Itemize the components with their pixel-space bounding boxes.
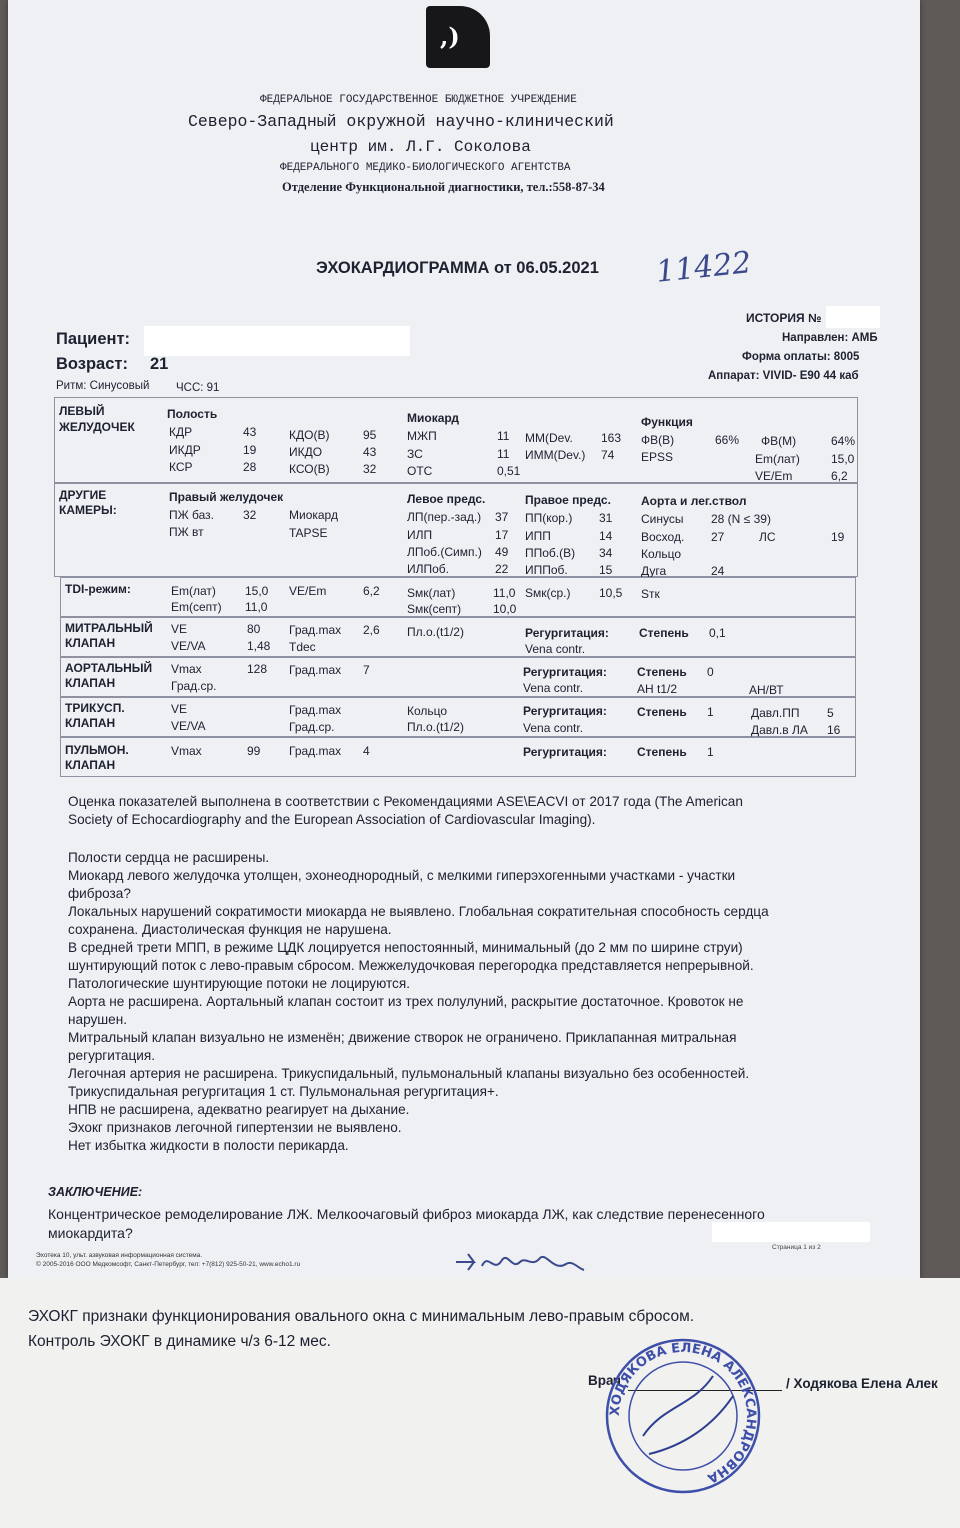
kso-label: КСО(В) <box>289 462 330 476</box>
tricuspid-section <box>60 697 856 737</box>
mitral-title-2: КЛАПАН <box>65 636 116 650</box>
page-number: Страница 1 из 2 <box>772 1244 821 1251</box>
doctor-label: Врач <box>588 1373 622 1388</box>
pp-label: ПП(кор.) <box>525 511 573 525</box>
pp-value: 31 <box>599 511 613 525</box>
mitral-title: МИТРАЛЬНЫЙ <box>65 621 153 635</box>
tdi-section <box>60 577 856 617</box>
history-redaction <box>826 306 880 328</box>
tricusp-ve-label: VE <box>171 702 188 716</box>
ls-label: ЛС <box>759 530 776 544</box>
conclusion-line-1: Концентрическое ремоделирование ЛЖ. Мелкоочаговый фиброз миокарда ЛЖ, как следствие перенесенного <box>48 1206 765 1222</box>
tricusp-ring-label: Кольцо <box>407 704 448 718</box>
tdi-smsr-value: 10,5 <box>599 586 623 600</box>
mitral-grad-value: 2,6 <box>363 623 380 637</box>
kso-value: 32 <box>363 462 377 476</box>
vosh-value: 27 <box>711 530 725 544</box>
aorta-title: Аорта и лег.ствол <box>641 494 747 508</box>
mitral-reg-label: Регургитация: <box>525 626 609 640</box>
tdi-emsept-value: 11,0 <box>245 600 268 614</box>
zs-value: 11 <box>497 447 510 461</box>
header-line-2: Северо-Западный окружной научно-клинический <box>188 112 614 131</box>
ilpob-label: ИЛПоб. <box>407 562 450 576</box>
pulm-grad-value: 4 <box>363 744 370 758</box>
patient-name-redaction <box>144 326 410 356</box>
lv-title-2: ЖЕЛУДОЧЕК <box>59 420 135 434</box>
tdi-title: TDI-режим: <box>65 582 131 596</box>
other-title-2: КАМЕРЫ: <box>59 503 117 517</box>
veem-label: VE/Em <box>755 469 793 483</box>
mitral-section <box>60 617 856 657</box>
report-title: ЭХОКАРДИОГРАММА от 06.05.2021 <box>316 259 599 277</box>
tdi-stk-label: Sтк <box>641 587 660 601</box>
header-line-5: Отделение Функциональной диагностики, тел.:558-87-34 <box>282 180 605 194</box>
tricusp-dla-label: Давл.в ЛА <box>751 723 808 737</box>
tricusp-dpp-label: Давл.ПП <box>751 706 800 720</box>
ots-label: ОТС <box>407 464 433 478</box>
pulm-title-2: КЛАПАН <box>65 758 116 772</box>
doctor-stamp <box>603 1336 763 1496</box>
age-value: 21 <box>150 355 169 373</box>
pulm-reg-label: Регургитация: <box>523 745 607 759</box>
rv-title: Правый желудочек <box>169 490 284 504</box>
tricusp-title-2: КЛАПАН <box>65 716 116 730</box>
mm-value: 163 <box>601 431 622 445</box>
finding-line: Эхокг признаков легочной гипертензии не выявлено. <box>68 1120 402 1135</box>
mm-label: ММ(Dev. <box>525 431 573 445</box>
header-line-1: ФЕДЕРАЛЬНОЕ ГОСУДАРСТВЕННОЕ БЮДЖЕТНОЕ УЧРЕЖДЕНИЕ <box>260 94 577 106</box>
kdo-value: 95 <box>363 428 377 442</box>
rv-myocard: Миокард <box>289 508 338 522</box>
lpob-label: ЛПоб.(Симп.) <box>407 545 482 559</box>
conclusion-line-2: миокардита? <box>48 1225 133 1241</box>
ppob-label: ППоб.(В) <box>525 546 576 560</box>
finding-line: регургитация. <box>68 1048 155 1063</box>
mitral-tdec-label: Tdec <box>289 640 316 654</box>
fvm-value: 64% <box>831 434 856 448</box>
tricusp-plo-label: Пл.о.(t1/2) <box>407 720 464 734</box>
sinus-value: 28 (N ≤ 39) <box>711 512 771 526</box>
pulm-vmax-label: Vmax <box>171 744 202 758</box>
lv-myocard: Миокард <box>407 411 460 425</box>
finding-line: Локальных нарушений сократимости миокарда не выявлено. Глобальная сократительная способность сердца <box>68 904 769 919</box>
aortic-section <box>60 657 856 697</box>
tdi-smsept-value: 10,0 <box>493 602 517 616</box>
aortic-vena-label: Vena contr. <box>523 681 584 695</box>
finding-line: Трикуспидальная регургитация 1 ст. Пульмональная регургитация+. <box>68 1084 499 1099</box>
tricusp-dla-value: 16 <box>827 723 841 737</box>
finding-line: сохранена. Диастолическая функция не нарушена. <box>68 922 392 937</box>
mitral-vena-label: Vena contr. <box>525 642 586 656</box>
fvm-label: ФВ(М) <box>761 434 797 448</box>
imm-value: 74 <box>601 448 615 462</box>
finding-line: Аорта не расширена. Аортальный клапан состоит из трех полулуний, раскрытие достаточное. Кровоток не <box>68 994 744 1009</box>
finding-line: нарушен. <box>68 1012 128 1027</box>
tricusp-gradsr-label: Град.ср. <box>289 720 335 734</box>
sinus-label: Синусы <box>641 512 684 526</box>
pulm-grad-label: Град.max <box>289 744 342 758</box>
tricusp-reg-label: Регургитация: <box>523 704 607 718</box>
ipp-value: 14 <box>599 529 613 543</box>
lv-cavity: Полость <box>167 407 218 421</box>
stamp-text: ХОДЯКОВА ЕЛЕНА АЛЕКСАНДРОВНА <box>607 1340 759 1486</box>
tdi-veem-value: 6,2 <box>363 584 380 598</box>
tricusp-vena-label: Vena contr. <box>523 721 584 735</box>
ikdr-value: 19 <box>243 443 257 457</box>
veem-value: 6,2 <box>831 469 848 483</box>
lpob-value: 49 <box>495 545 509 559</box>
tricusp-title: ТРИКУСП. <box>65 701 125 715</box>
tdi-emlat-value: 15,0 <box>245 584 269 598</box>
finding-line: НПВ не расширена, адекватно реагирует на дыхание. <box>68 1102 410 1117</box>
arch-value: 24 <box>711 564 725 578</box>
ippob-label: ИППоб. <box>525 563 568 577</box>
finding-line: Полости сердца не расширены. <box>68 850 270 865</box>
epss-label: EPSS <box>641 450 674 464</box>
lp-value: 37 <box>495 510 509 524</box>
aortic-vmax-value: 128 <box>247 662 268 676</box>
mzhp-value: 11 <box>497 429 510 443</box>
header-line-3: центр им. Л.Г. Соколова <box>310 138 531 156</box>
mitral-veva-label: VE/VA <box>171 639 206 653</box>
fv-value: 66% <box>715 433 740 447</box>
pulm-vmax-value: 99 <box>247 744 261 758</box>
tdi-smsr-label: Sмк(ср.) <box>525 586 571 600</box>
page2-line-1: ЭХОКГ признаки функционирования овального окна с минимальным лево-правым сбросом. <box>28 1308 695 1325</box>
finding-line: Миокард левого желудочка утолщен, эхонеоднородный, с мелкими гиперэхогенными участками - участки <box>68 868 736 883</box>
finding-line: В средней трети МПП, в режиме ЦДК лоцируется непостоянный, минимальный (до 2 мм по ширине струи) <box>68 940 743 955</box>
mitral-veva-value: 1,48 <box>247 639 271 653</box>
ikdo-label: ИКДО <box>289 445 323 459</box>
aortic-vmax-label: Vmax <box>171 662 202 676</box>
pzh-vt-label: ПЖ вт <box>169 525 204 539</box>
patient-label: Пациент: <box>56 330 131 348</box>
finding-line: Легочная артерия не расширена. Трикуспидальный, пульмональный клапаны визуально без особенностей. <box>68 1066 750 1081</box>
ots-value: 0,51 <box>497 464 521 478</box>
aortic-grad-value: 7 <box>363 663 370 677</box>
device: Аппарат: VIVID- E90 44 каб <box>708 370 859 382</box>
ppob-value: 34 <box>599 546 613 560</box>
pzh-baz-value: 32 <box>243 508 257 522</box>
kdr-value: 43 <box>243 425 257 439</box>
pulm-degree-value: 1 <box>707 745 714 759</box>
page2-line-2: Контроль ЭХОКГ в динамике ч/з 6-12 мес. <box>28 1333 331 1350</box>
ra-title: Правое предс. <box>525 493 611 507</box>
finding-line: Митральный клапан визуально не изменён; движение створок не ограничено. Приклапанная митральная <box>68 1030 737 1045</box>
pzh-baz-label: ПЖ баз. <box>169 508 215 522</box>
finding-line: шунтирующий поток с лево-правым сбросом. Межжелудочковая перегородка представляется непрерывной. <box>68 958 754 973</box>
tricusp-grad-label: Град.max <box>289 703 342 717</box>
ls-value: 19 <box>831 530 845 544</box>
footer-line-1: Эхотека 10, ульт. азвуковая информационная система. <box>36 1252 203 1259</box>
tdi-smlat-value: 11,0 <box>493 586 516 600</box>
ilp-label: ИЛП <box>407 528 433 542</box>
mitral-grad-label: Град.max <box>289 623 342 637</box>
aortic-degree-value: 0 <box>707 665 714 679</box>
payment: Форма оплаты: 8005 <box>742 351 860 363</box>
mitral-plo-label: Пл.о.(t1/2) <box>407 625 464 639</box>
doctor-name: / Ходякова Елена Алек <box>786 1376 938 1391</box>
heart-rate: ЧСС: 91 <box>176 382 220 394</box>
lv-function: Функция <box>641 415 693 429</box>
tdi-smsept-label: Sмк(септ) <box>407 602 462 616</box>
conclusion-label: ЗАКЛЮЧЕНИЕ: <box>48 1185 143 1199</box>
emlat-label: Em(лат) <box>755 452 800 466</box>
ilp-value: 17 <box>495 528 509 542</box>
tricusp-veva-label: VE/VA <box>171 719 206 733</box>
mitral-degree-value: 0,1 <box>709 626 726 640</box>
ipp-label: ИПП <box>525 529 551 543</box>
rhythm: Ритм: Синусовый <box>56 380 150 392</box>
mitral-ve-value: 80 <box>247 622 261 636</box>
imm-label: ИММ(Dev.) <box>525 448 586 462</box>
aortic-title: АОРТАЛЬНЫЙ <box>65 661 153 675</box>
finding-line: Нет избытка жидкости в полости перикарда. <box>68 1138 349 1153</box>
clinic-logo: ,) <box>426 6 490 68</box>
pulm-degree-label: Степень <box>637 745 687 759</box>
handwritten-number: 11422 <box>654 245 754 290</box>
finding-line: Патологические шунтирующие потоки не лоцируются. <box>68 976 410 991</box>
age-label: Возраст: <box>56 355 128 373</box>
header-line-4: ФЕДЕРАЛЬНОГО МЕДИКО-БИОЛОГИЧЕСКОГО АГЕНТСТВА <box>280 162 571 174</box>
tricusp-degree-label: Степень <box>637 705 687 719</box>
ippob-value: 15 <box>599 563 613 577</box>
aortic-reg-label: Регургитация: <box>523 665 607 679</box>
tapse-label: TAPSE <box>289 526 328 540</box>
lp-label: ЛП(пер.-зад.) <box>407 510 482 524</box>
assessment-line-1: Оценка показателей выполнена в соответствии с Рекомендациями ASE\EACVI от 2017 года (The American <box>68 794 743 809</box>
ring-label: Кольцо <box>641 547 682 561</box>
ksr-value: 28 <box>243 460 257 474</box>
other-chambers-section <box>54 483 858 577</box>
kdo-label: КДО(В) <box>289 428 330 442</box>
pulm-title: ПУЛЬМОН. <box>65 743 129 757</box>
kdr-label: КДР <box>169 425 193 439</box>
footer-line-2: © 2005-2016 ООО Медкомсофт, Санкт-Петербург, тел: +7(812) 925-50-21, www.echo1.ru <box>36 1261 301 1268</box>
referred: Направлен: АМБ <box>782 332 878 344</box>
aortic-aht-label: АН t1/2 <box>637 682 678 696</box>
tdi-emlat-label: Em(лат) <box>171 584 216 598</box>
aortic-degree-label: Степень <box>637 665 687 679</box>
handwritten-signature <box>450 1244 586 1276</box>
arch-label: Дуга <box>641 564 667 578</box>
lv-title: ЛЕВЫЙ <box>59 404 105 418</box>
fv-label: ФВ(В) <box>641 433 675 447</box>
vosh-label: Восход. <box>641 530 685 544</box>
tricusp-degree-value: 1 <box>707 705 714 719</box>
mzhp-label: МЖП <box>407 429 437 443</box>
ikdo-value: 43 <box>363 445 377 459</box>
ikdr-label: ИКДР <box>169 443 201 457</box>
aortic-ahvt-label: АН/ВТ <box>749 683 784 697</box>
history-label: ИСТОРИЯ № <box>746 311 822 325</box>
assessment-line-2: Society of Echocardiography and the European Association of Cardiovascular Imaging). <box>68 812 596 827</box>
la-title: Левое предс. <box>407 492 486 506</box>
mitral-degree-label: Степень <box>639 626 689 640</box>
zs-label: ЗС <box>407 447 423 461</box>
emlat-value: 15,0 <box>831 452 855 466</box>
pulmonary-section <box>60 737 856 777</box>
report-page-2 <box>0 1278 960 1528</box>
mitral-ve-label: VE <box>171 622 188 636</box>
finding-line: фиброза? <box>68 886 131 901</box>
tdi-veem-label: VE/Em <box>289 584 327 598</box>
aortic-grad-label: Град.max <box>289 663 342 677</box>
tricusp-dpp-value: 5 <box>827 706 834 720</box>
aortic-title-2: КЛАПАН <box>65 676 116 690</box>
lv-section <box>54 397 858 483</box>
ksr-label: КСР <box>169 460 193 474</box>
ilpob-value: 22 <box>495 562 509 576</box>
tdi-emsept-label: Em(септ) <box>171 600 222 614</box>
tdi-smlat-label: Sмк(лат) <box>407 586 456 600</box>
report-page-1 <box>8 0 920 1278</box>
signature-redaction <box>712 1222 870 1242</box>
aortic-gradsr-label: Град.ср. <box>171 679 217 693</box>
other-title: ДРУГИЕ <box>59 488 107 502</box>
